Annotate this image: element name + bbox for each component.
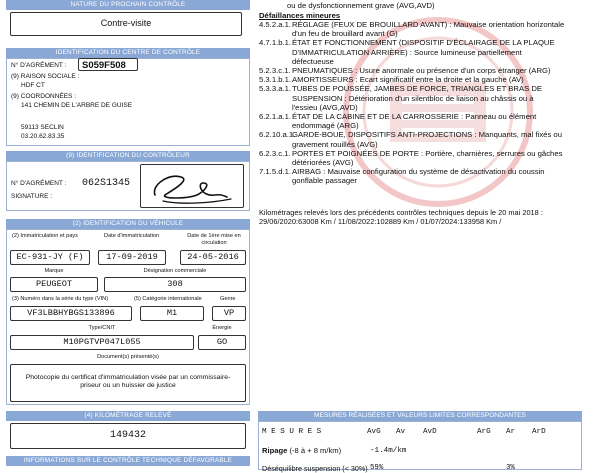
controller-header: (9) IDENTIFICATION DU CONTRÔLEUR (6, 151, 250, 161)
make-value: PEUGEOT (35, 279, 73, 289)
defect-text (292, 167, 545, 185)
genre-value: VP (223, 308, 235, 318)
measures-title: M E S U R E S (262, 428, 322, 436)
ripage-range: (-8 à + 8 m/km) (289, 446, 342, 455)
docs-value: Photocopie du certificat d'immatriculation visée par un commissaire-priseur ou un huissier de justice (25, 374, 231, 390)
first-circ-box (180, 250, 246, 265)
col-arg: ArG (477, 428, 491, 436)
defect-item (259, 75, 589, 84)
defect-text (292, 75, 524, 84)
model-box (104, 277, 246, 292)
defect-text (292, 20, 564, 38)
controller-agreement-label: N° D'AGRÉMENT : (11, 180, 67, 187)
suspension-row-value-rear: 3% (506, 464, 515, 472)
defect-code: 5.2.3.c.1. (259, 66, 291, 76)
docs-label: Document(s) présenté(s) (97, 354, 159, 360)
defect-text-line: RÉGLAGE (FEUX DE BROUILLARD AVANT) : Mauvaise orientation horizontale (292, 20, 565, 29)
defect-item (259, 38, 589, 66)
company-label: (9) RAISON SOCIALE : (11, 73, 80, 80)
signature-label: SIGNATURE : (11, 193, 53, 200)
next-visit-box (10, 12, 242, 36)
top-continuation: ou de dysfonctionnement grave (AVG,AVD) (287, 1, 435, 10)
defect-code: 4.7.1.b.1. (259, 38, 292, 48)
defect-text-line: défectueuse (292, 56, 334, 66)
category-label: (5) Catégorie internationale (134, 296, 202, 302)
defect-text-line: GARDE-BOUE, DISPOSITIFS ANTI-PROJECTIONS : Manquants, mal fixés ou (292, 130, 562, 140)
defect-text (292, 130, 562, 148)
col-avd: AvD (423, 428, 437, 436)
col-ard: ArD (532, 428, 546, 436)
energy-label: Énergie (212, 325, 232, 331)
defect-text-line: gonflable passager (292, 176, 357, 186)
defect-item (259, 66, 589, 75)
type-box (10, 335, 194, 350)
vin-value: VF3LBBHYBGS133896 (27, 308, 115, 318)
defect-item (259, 20, 589, 38)
registration-label: (2) Immatriculation et pays (12, 233, 78, 239)
defect-text-line: gravement rouillés (AVG) (292, 139, 378, 149)
address-label: (9) COORDONNÉES : (11, 93, 77, 100)
make-label: Marque (44, 268, 64, 274)
suspension-row-label: Déséquilibre suspension (< 30%) (262, 464, 368, 473)
type-value: M10PGTVP047L055 (63, 337, 141, 347)
defect-item (259, 112, 589, 130)
defect-text-line: SUSPENSION : Détérioration d'un silentbloc de liaison au châssis ou à (292, 93, 534, 103)
defect-text (292, 112, 536, 130)
defect-text-line: AMORTISSEURS : Ecart significatif entre la droite et la gauche (AV) (292, 75, 524, 85)
col-ar: Ar (506, 428, 516, 436)
first-circ-label: Date de 1ère mise en circulation (187, 233, 241, 246)
genre-label: Genre (220, 296, 236, 302)
type-label: Type/CNIT (88, 325, 116, 331)
defect-text-line: d'un feu de brouillard avant (G) (292, 29, 398, 39)
signature-box (140, 164, 244, 208)
km-history-line2: 29/06/2020:63008 Km / 11/08/2022:102889 Km / 01/07/2024:133958 Km / (259, 217, 502, 226)
registration-box (10, 250, 90, 265)
centre-agreement-label: N° D'AGRÉMENT : (11, 62, 67, 69)
suspension-row-value: 59% (370, 464, 384, 472)
signature-drawing (141, 165, 243, 207)
minor-defects-title: Défaillances mineures (259, 11, 341, 20)
defect-code: 4.5.2.a.1. (259, 20, 292, 29)
defect-code: 6.2.1.a.1. (259, 112, 292, 122)
defect-code: 6.2.3.c.1. (259, 148, 291, 158)
next-visit-value: Contre-visite (100, 18, 152, 28)
address-line1: 141 CHEMIN DE L'ARBRE DE GUISE (21, 102, 133, 109)
defect-text-line: TUBES DE POUSSÉE, JAMBES DE FORCE, TRIANGLES ET BRAS DE (292, 84, 543, 94)
defect-item (259, 130, 589, 148)
mileage-header: (4) KILOMÉTRAGE RELEVÉ (6, 411, 250, 421)
defect-text-line: détériorées (AVG) (292, 158, 354, 168)
measures-header: MESURES RÉALISÉES ET VALEURS LIMITES CORRESPONDANTES (258, 411, 582, 421)
defect-text (292, 38, 555, 66)
centre-agreement-value: S059F508 (82, 60, 126, 71)
centre-agreement-box (78, 58, 138, 71)
col-av: Av (396, 428, 406, 436)
category-box (140, 306, 204, 321)
km-history-line1: Kilométrages relevés lors des précédents contrôles techniques depuis le 20 mai 2018 : (259, 208, 543, 217)
defect-item (259, 167, 589, 185)
defect-code: 5.3.1.b.1. (259, 75, 292, 85)
registration-value: EC-931-JY (F) (16, 252, 84, 262)
reg-date-label: Date d'immatriculation (104, 233, 160, 239)
phone: 03.20.62.83.35 (21, 133, 65, 140)
ripage-value: -1.4m/km (370, 447, 407, 455)
energy-box (198, 335, 246, 350)
defect-text-line: endommagé (ARG) (292, 121, 359, 131)
vehicle-header: (2) IDENTIFICATION DU VÉHICULE (6, 219, 250, 229)
controller-agreement-value: 062S1345 (82, 178, 131, 189)
defect-text-line: l'essieu (AVG,AVD) (292, 102, 358, 112)
centre-header: IDENTIFICATION DU CENTRE DE CONTRÔLE (6, 48, 250, 58)
category-value: M1 (166, 308, 178, 318)
defect-text-line: D'IMMATRICULATION ARRIÈRE) : Source lumineuse partiellement (292, 47, 522, 57)
defect-item (259, 84, 589, 112)
model-label: Désignation commerciale (143, 268, 207, 274)
defect-code: 7.1.5.d.1. (259, 167, 292, 177)
defect-text-line: PORTES ET POIGNÉES DE PORTE : Portière, charnières, serrures ou gâches (292, 148, 563, 158)
ripage-label: Ripage (262, 446, 288, 455)
make-box (10, 277, 98, 292)
address-line2: 59113 SECLIN (21, 124, 64, 131)
next-visit-header: NATURE DU PROCHAIN CONTRÔLE (6, 0, 250, 10)
first-circ-value: 24-05-2016 (187, 252, 239, 262)
defect-text-line: ÉTAT DE LA CABINE ET DE LA CARROSSERIE : Panneau ou élément (292, 112, 537, 122)
vin-box (10, 306, 132, 321)
defect-text (292, 84, 542, 112)
mileage-box (10, 423, 246, 449)
col-avg: AvG (367, 428, 381, 436)
defect-text (292, 66, 551, 75)
model-value: 308 (167, 279, 183, 289)
genre-box (212, 306, 246, 321)
unfavourable-info-header: INFORMATIONS SUR LE CONTRÔLE TECHNIQUE DÉFAVORABLE (6, 456, 250, 466)
defect-item (259, 149, 589, 167)
vin-label: (3) Numéro dans la série du type (VIN) (12, 296, 109, 302)
docs-box (10, 364, 246, 402)
ripage-row (262, 446, 341, 455)
reg-date-box (98, 250, 166, 265)
reg-date-value: 17-09-2019 (106, 252, 158, 262)
defect-text-line: AIRBAG : Mauvaise configuration du système de désactivation du coussin (292, 167, 545, 177)
defect-text-line: PNEUMATIQUES : Usure anormale ou présence d'un corps étranger (ARG) (292, 66, 551, 76)
defect-list (259, 20, 589, 186)
defect-code: 5.3.3.a.1. (259, 84, 292, 94)
defect-code: 6.2.10.a.1. (259, 130, 296, 140)
energy-value: GO (216, 337, 228, 347)
defect-text (292, 149, 562, 167)
defect-text-line: ÉTAT ET FONCTIONNEMENT (DISPOSITIF D'ÉCLAIRAGE DE LA PLAQUE (292, 38, 555, 48)
company-value: HDF CT (21, 82, 45, 89)
mileage-value: 149432 (109, 430, 146, 441)
